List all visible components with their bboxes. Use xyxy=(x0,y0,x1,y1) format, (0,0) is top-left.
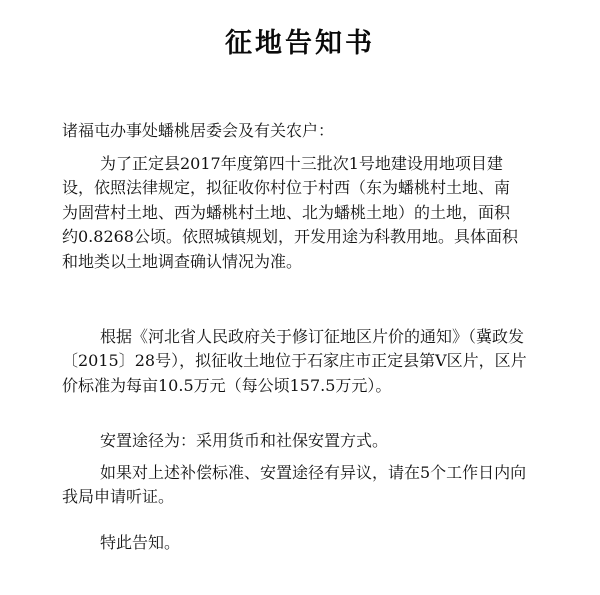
paragraph-line: 如果对上述补偿标准、安置途径有异议，请在5个工作日内向 xyxy=(100,463,527,482)
addressee-line: 诸福屯办事处蟠桃居委会及有关农户： xyxy=(62,121,335,140)
paragraph-line: 根据《河北省人民政府关于修订征地区片价的通知》（冀政发 xyxy=(100,327,525,346)
paragraph-compensation-standard xyxy=(62,325,562,398)
paragraph-line: 约0.8268公顷。依照城镇规划，开发用途为科教用地。具体面积 xyxy=(62,227,518,247)
paragraph-line: 为固营村土地、西为蟠桃村土地、北为蟠桃土地）的土地，面积 xyxy=(62,202,511,222)
paragraph-objection xyxy=(62,461,562,510)
paragraph-line: 安置途径为：采用货币和社保安置方式。 xyxy=(100,431,389,450)
paragraph-line: 设，依照法律规定，拟征收你村位于村西（东为蟠桃村土地、南 xyxy=(62,178,511,198)
paragraph-line: 价标准为每亩10.5万元（每公顷157.5万元）。 xyxy=(62,375,392,395)
paragraph-line: 特此告知。 xyxy=(100,533,181,552)
paragraph-line: 我局申请听证。 xyxy=(62,487,175,507)
paragraph-line: 和地类以土地调查确认情况为准。 xyxy=(62,251,303,271)
paragraph-closing xyxy=(62,531,562,555)
document-title: 征地告知书 xyxy=(225,28,375,59)
paragraph-line: 为了正定县2017年度第四十三批次1号地建设用地项目建 xyxy=(100,154,503,173)
paragraph-land-acquisition xyxy=(62,152,562,274)
paragraph-line: 〔2015〕28号），拟征收土地位于石家庄市正定县第Ⅴ区片，区片 xyxy=(62,351,527,371)
paragraph-resettlement xyxy=(62,429,562,453)
